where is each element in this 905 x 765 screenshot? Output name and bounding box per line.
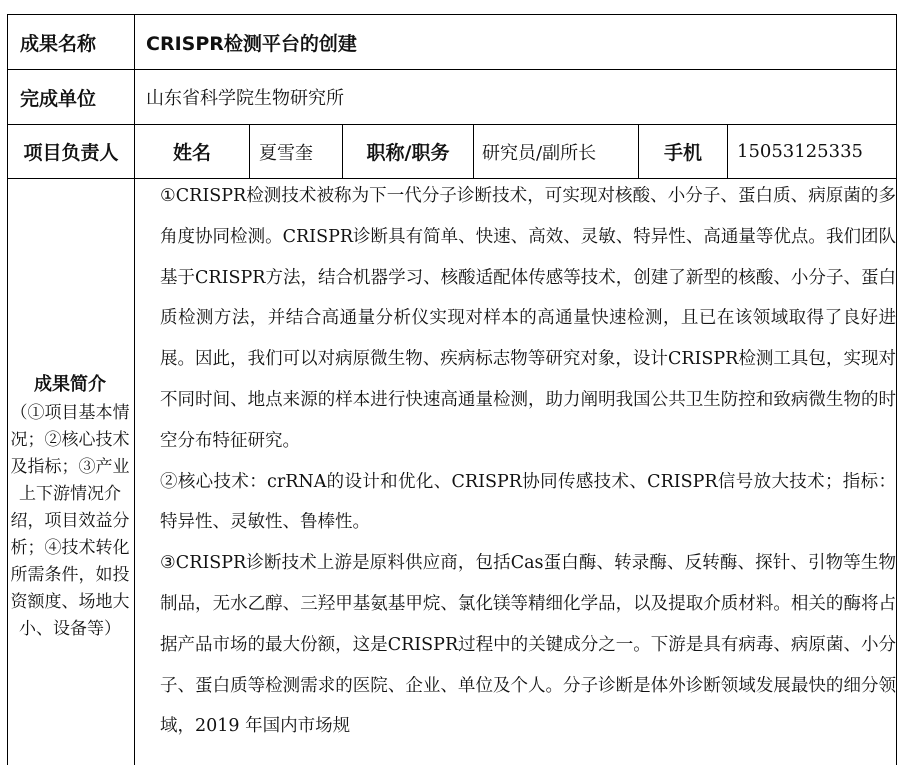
- leader-divider-3: [473, 124, 474, 178]
- summary-label: [8, 370, 132, 643]
- completing-unit-value: 山东省科学院生物研究所: [146, 88, 344, 109]
- leader-phone-label: 手机: [663, 142, 702, 164]
- summary-paragraph-1: ①CRISPR检测技术被称为下一代分子诊断技术，可实现对核酸、小分子、蛋白质、病原菌的多角度协同检测。CRISPR诊断具有简单、快速、高效、灵敏、特异性、高通量等优点。我们团队基于CRISPR方法，结合机器学习、核酸适配体传感等技术，创建了新型的核酸、小分子、蛋白质检测方法，并结合高通量分析仪实现对样本的高通量快速检测，且已在该领域取得了良好进展。因此，我们可以对病原微生物、疾病标志物等研究对象，设计CRISPR检测工具包，实现对不同时间、地点来源的样本进行快速高通量检测，助力阐明我国公共卫生防控和致病微生物的时空分布特征研究。: [160, 186, 896, 451]
- leader-divider-1: [249, 124, 250, 178]
- leader-title-value: 研究员/副所长: [482, 142, 597, 164]
- summary-paragraph-3: ③CRISPR诊断技术上游是原料供应商，包括Cas蛋白酶、转录酶、反转酶、探针、引物等生物制品，无水乙醇、三羟甲基氨基甲烷、氯化镁等精细化学品，以及提取介质材料。相关的酶将占据产品市场的最大份额，这是CRISPR过程中的关键成分之一。下游是具有病毒、病原菌、小分子、蛋白质等检测需求的医院、企业、单位及个人。分子诊断是体外诊断领域发展最快的细分领域，2019 年国内市场规: [160, 553, 896, 737]
- completing-unit-label: 完成单位: [20, 87, 97, 110]
- leader-name-label: 姓名: [172, 142, 211, 164]
- leader-name-value: 夏雪奎: [259, 142, 313, 164]
- summary-body: [160, 176, 896, 765]
- leader-phone-value: 15053125335: [737, 141, 863, 162]
- project-leader-label: 项目负责人: [23, 142, 119, 164]
- leader-title-label: 职称/职务: [366, 142, 450, 164]
- achievement-name-value: CRISPR检测平台的创建: [146, 32, 357, 55]
- achievement-name-label: 成果名称: [20, 32, 97, 55]
- summary-paragraph-2: ②核心技术：crRNA的设计和优化、CRISPR协同传感技术、CRISPR信号放大技术；指标：特异性、灵敏性、鲁棒性。: [160, 471, 896, 533]
- summary-label-note: （①项目基本情况；②核心技术及指标；③产业上下游情况介绍，项目效益分析；④技术转化所需条件，如投资额度、场地大小、设备等）: [10, 403, 130, 639]
- leader-divider-5: [727, 124, 728, 178]
- summary-label-title: 成果简介: [34, 374, 106, 395]
- table-border-right: [896, 14, 897, 765]
